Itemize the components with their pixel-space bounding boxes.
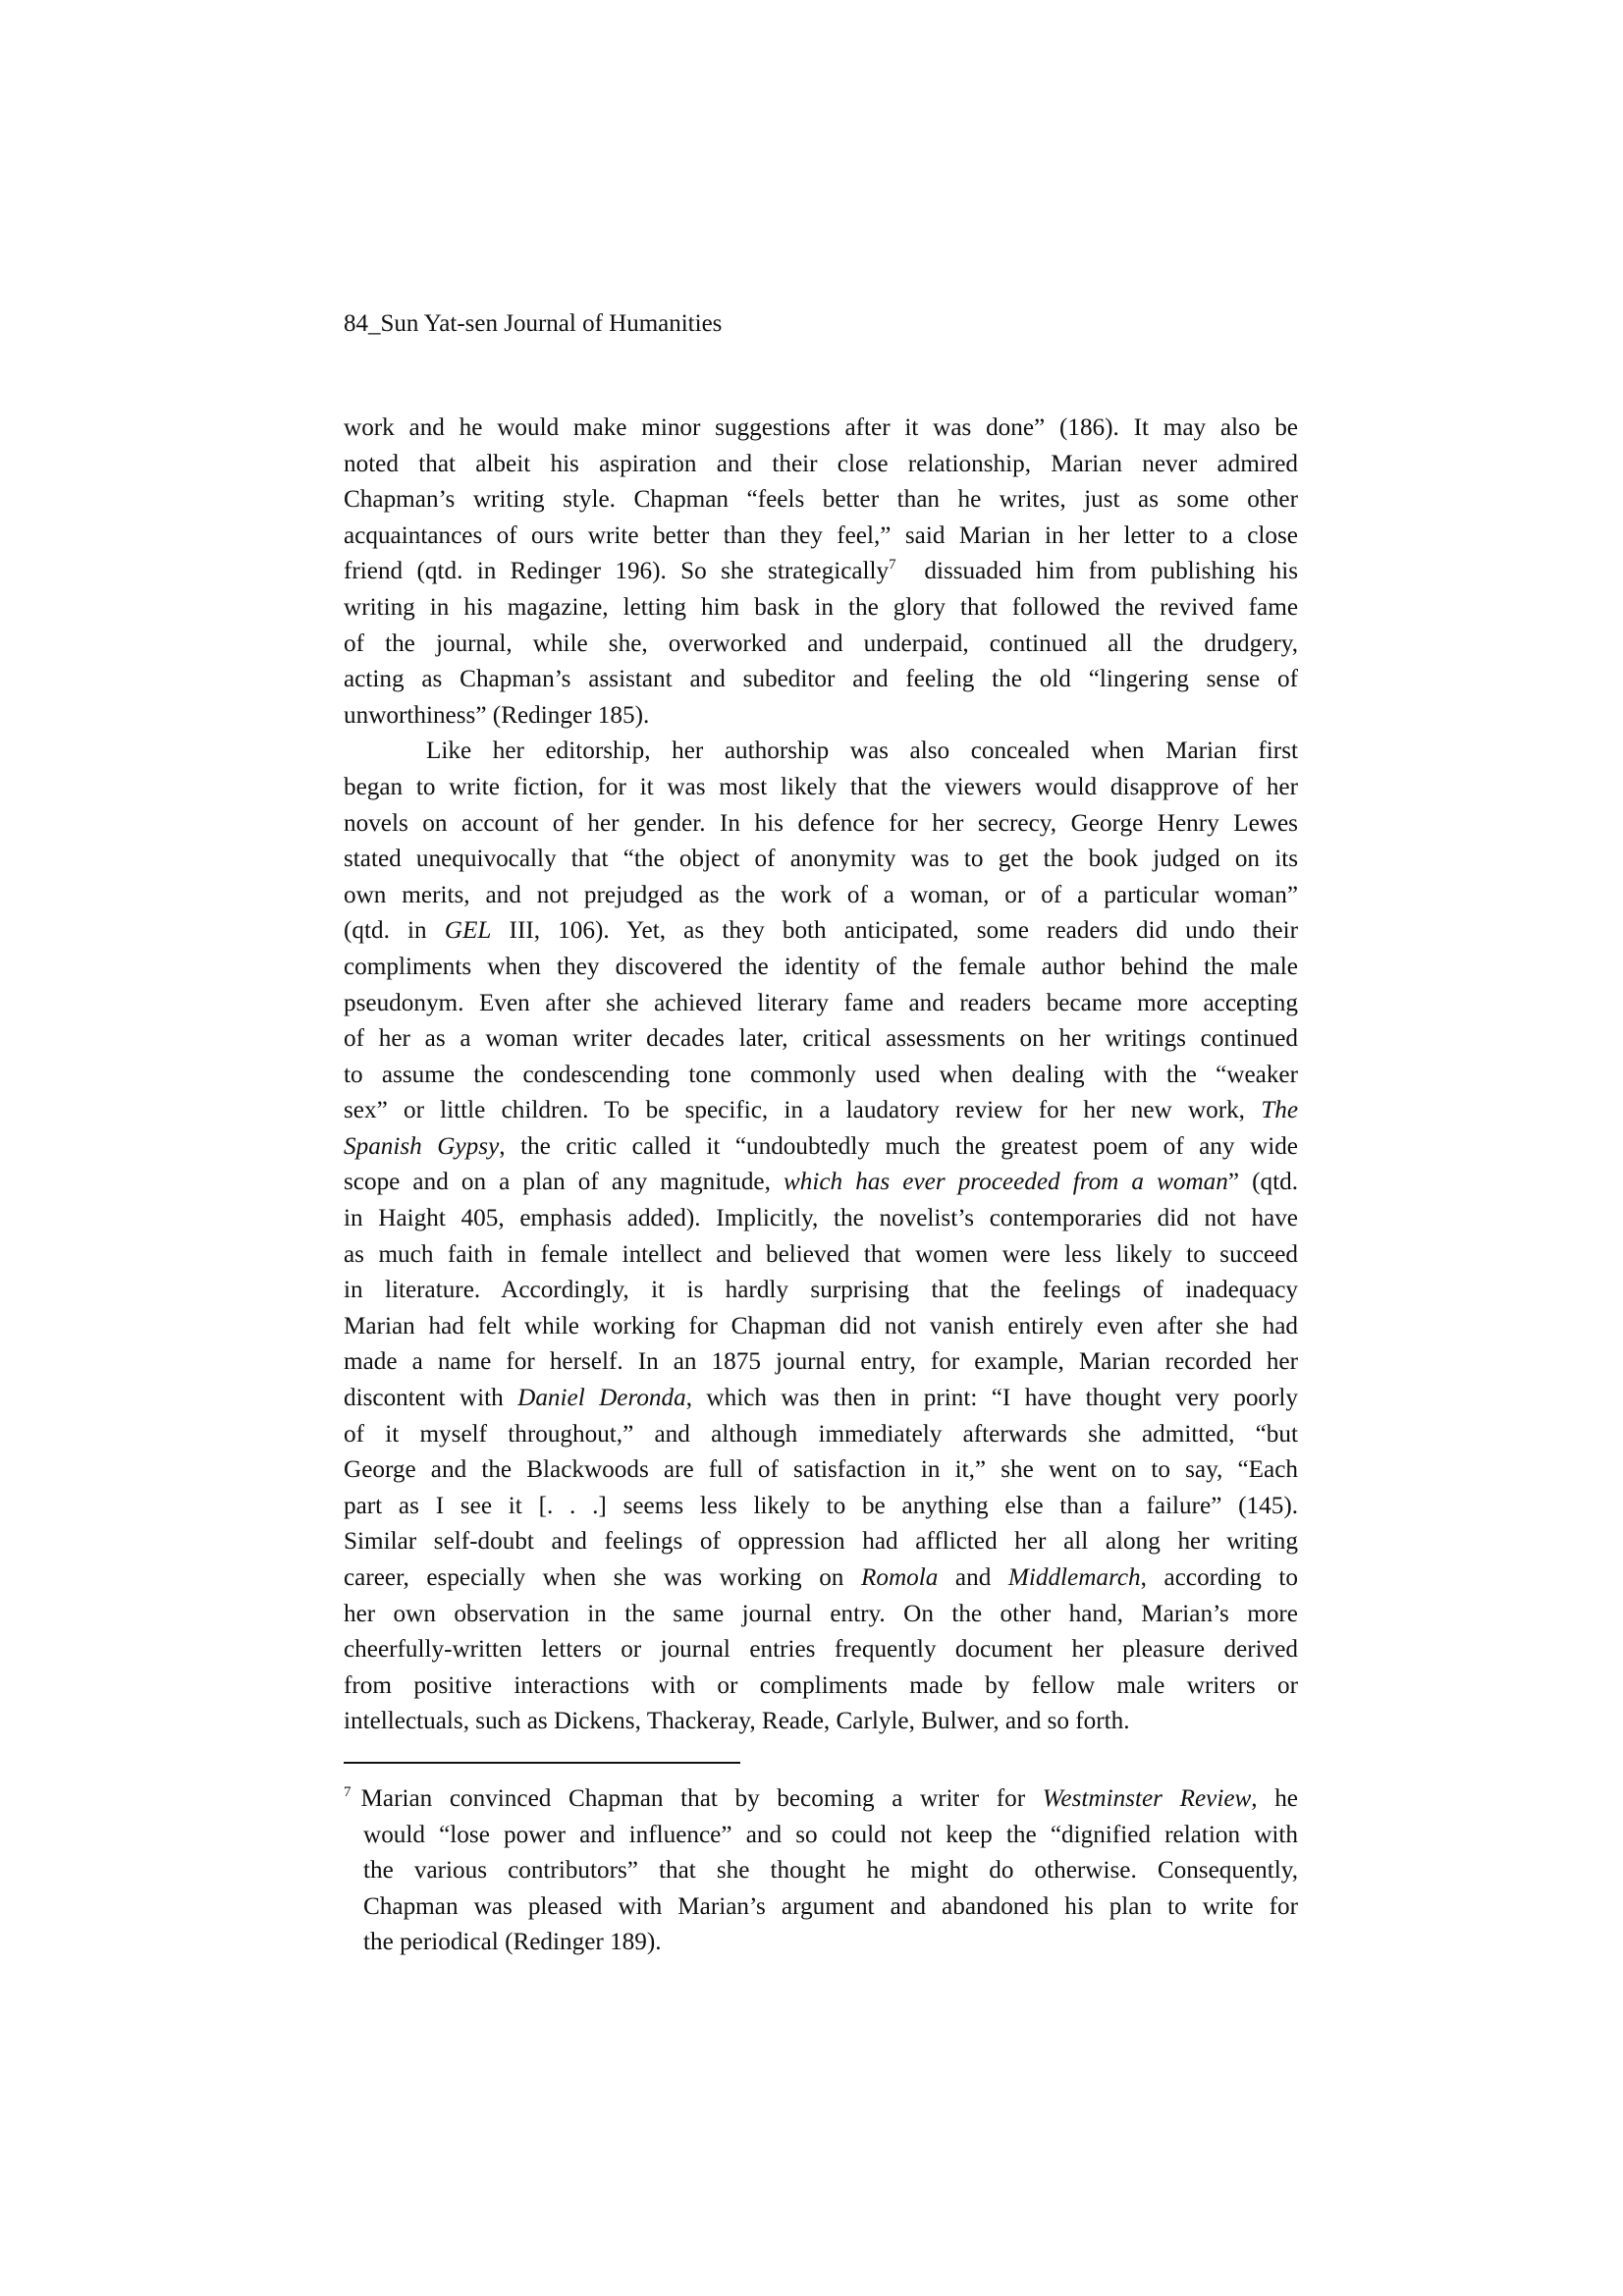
- body-line: [344, 1165, 1298, 1201]
- body-line: [344, 1417, 1298, 1453]
- body-line: [344, 1273, 1298, 1309]
- footnote-line: [344, 1925, 1298, 1961]
- text-segment: , the critic called it “undoubtedly much the greatest poem of any wide: [499, 1132, 1298, 1160]
- text-segment: began to write fiction, for it was most likely that the viewers would disapprove of her: [344, 773, 1298, 800]
- body-line: [344, 627, 1298, 663]
- body-line: [344, 590, 1298, 627]
- text-segment: unworthiness” (Redinger 185).: [344, 701, 650, 729]
- italic-text: Spanish Gypsy: [344, 1132, 500, 1160]
- text-segment: intellectuals, such as Dickens, Thackeray, Reade, Carlyle, Bulwer, and so forth.: [344, 1708, 1130, 1735]
- footnote-divider: [344, 1762, 740, 1764]
- footnote-line: [344, 1889, 1298, 1926]
- text-segment: to assume the condescending tone commonly used when dealing with the “weaker: [344, 1061, 1298, 1088]
- text-segment: from positive interactions with or compliments made by fellow male writers or: [344, 1671, 1298, 1699]
- text-segment: of it myself throughout,” and although immediately afterwards she admitted, “but: [344, 1420, 1298, 1448]
- text-segment: discontent with: [344, 1385, 518, 1412]
- text-segment: noted that albeit his aspiration and their close relationship, Marian never admired: [344, 450, 1298, 477]
- body-line: [344, 698, 1298, 735]
- body-line: [344, 1632, 1298, 1668]
- italic-text: Romola: [860, 1564, 939, 1591]
- text-segment: dissuaded him from publishing his: [895, 558, 1298, 585]
- body-line: [344, 1309, 1298, 1345]
- text-segment: pseudonym. Even after she achieved literary fame and readers became more accepting: [344, 989, 1298, 1016]
- body-line: [344, 1560, 1298, 1597]
- body-line: [344, 734, 1298, 770]
- text-segment: acquaintances of ours write better than they feel,” said Marian in her letter to a close: [344, 521, 1298, 549]
- body-line: [344, 986, 1298, 1022]
- body-line: [344, 1129, 1298, 1166]
- body-line: [344, 410, 1298, 447]
- body-line: [344, 1058, 1298, 1094]
- text-segment: Marian had felt while working for Chapman did not vanish entirely even after she had: [344, 1312, 1298, 1339]
- text-segment: in Haight 405, emphasis added). Implicitly, the novelist’s contemporaries did not have: [344, 1205, 1298, 1232]
- footnote-reference: 7: [889, 557, 896, 574]
- body-line: [344, 842, 1298, 878]
- body-line: [344, 1524, 1298, 1560]
- body-line: [344, 913, 1298, 950]
- footnote-marker: 7: [344, 1784, 352, 1800]
- text-segment: Chapman was pleased with Marian’s argument and abandoned his plan to write for: [363, 1892, 1298, 1920]
- footnote-line: [344, 1781, 1298, 1818]
- italic-text: GEL: [444, 917, 492, 945]
- footnote: [344, 1781, 1298, 1961]
- text-segment: , he: [1251, 1785, 1298, 1812]
- text-segment: Chapman’s writing style. Chapman “feels better than he writes, just as some other: [344, 486, 1298, 514]
- body-line: [344, 1344, 1298, 1381]
- italic-text: which has ever proceeded from a woman: [783, 1169, 1228, 1196]
- text-segment: made a name for herself. In an 1875 journal entry, for example, Marian recorded her: [344, 1348, 1298, 1376]
- body-line: [344, 770, 1298, 806]
- body-line: [344, 662, 1298, 698]
- body-line: [344, 950, 1298, 986]
- text-segment: acting as Chapman’s assistant and subeditor and feeling the old “lingering sense of: [344, 666, 1298, 693]
- body-line: [344, 1093, 1298, 1129]
- italic-text: Daniel Deronda: [517, 1385, 686, 1412]
- text-segment: (qtd. in: [344, 917, 445, 945]
- text-segment: would “lose power and influence” and so could not keep the “dignified relation with: [363, 1821, 1298, 1848]
- text-segment: novels on account of her gender. In his defence for her secrecy, George Henry Lewes: [344, 809, 1298, 837]
- body-line: [344, 1704, 1298, 1740]
- body-line: [344, 554, 1298, 590]
- text-segment: scope and on a plan of any magnitude,: [344, 1169, 784, 1196]
- footnote-line: [344, 1818, 1298, 1854]
- text-segment: , which was then in print: “I have thought very poorly: [685, 1385, 1298, 1412]
- body-line: [344, 447, 1298, 483]
- body-text: [344, 410, 1298, 1740]
- text-segment: in literature. Accordingly, it is hardly surprising that the feelings of inadequacy: [344, 1277, 1298, 1304]
- text-segment: her own observation in the same journal entry. On the other hand, Marian’s more: [344, 1600, 1298, 1627]
- text-segment: career, especially when she was working on: [344, 1564, 861, 1591]
- italic-text: The: [1261, 1097, 1298, 1124]
- text-segment: Marian convinced Chapman that by becoming a writer for: [360, 1785, 1043, 1812]
- body-line: [344, 1021, 1298, 1058]
- text-segment: part as I see it [. . .] seems less likely to be anything else than a failure” (145).: [344, 1492, 1298, 1519]
- text-segment: the various contributors” that she thought he might do otherwise. Consequently,: [363, 1857, 1298, 1885]
- body-line: [344, 878, 1298, 914]
- text-segment: ” (qtd.: [1227, 1169, 1298, 1196]
- text-segment: own merits, and not prejudged as the work of a woman, or of a particular woman”: [344, 881, 1298, 908]
- body-line: [344, 1597, 1298, 1633]
- text-segment: compliments when they discovered the identity of the female author behind the male: [344, 953, 1298, 980]
- italic-text: Westminster Review: [1042, 1785, 1252, 1812]
- text-segment: work and he would make minor suggestions after it was done” (186). It may also be: [344, 414, 1298, 441]
- running-head: 84_Sun Yat-sen Journal of Humanities: [344, 310, 723, 337]
- body-line: [344, 1381, 1298, 1417]
- body-line: [344, 806, 1298, 843]
- text-segment: cheerfully-written letters or journal entries frequently document her pleasure derived: [344, 1636, 1298, 1664]
- text-segment: friend (qtd. in Redinger 196). So she strategically: [344, 558, 890, 585]
- text-segment: George and the Blackwoods are full of satisfaction in it,” she went on to say, “Each: [344, 1456, 1298, 1484]
- body-line: [344, 1668, 1298, 1705]
- body-line: [344, 1489, 1298, 1525]
- footnote-line: [344, 1853, 1298, 1889]
- body-line: [344, 1201, 1298, 1237]
- text-segment: the periodical (Redinger 189).: [363, 1929, 662, 1956]
- text-segment: writing in his magazine, letting him bask in the glory that followed the revived fame: [344, 593, 1298, 621]
- body-line: [344, 1452, 1298, 1489]
- text-segment: of the journal, while she, overworked and underpaid, continued all the drudgery,: [344, 629, 1298, 657]
- body-line: [344, 1237, 1298, 1274]
- text-segment: of her as a woman writer decades later, critical assessments on her writings continued: [344, 1025, 1298, 1053]
- text-segment: , according to: [1140, 1564, 1298, 1591]
- text-segment: as much faith in female intellect and believed that women were less likely to succeed: [344, 1240, 1298, 1268]
- text-segment: Similar self-doubt and feelings of oppression had afflicted her all along her writing: [344, 1528, 1298, 1556]
- text-segment: sex” or little children. To be specific, in a laudatory review for her new work,: [344, 1097, 1262, 1124]
- text-segment: and: [938, 1564, 1008, 1591]
- text-segment: Like her editorship, her authorship was also concealed when Marian first: [426, 738, 1298, 765]
- body-line: [344, 482, 1298, 519]
- body-line: [344, 519, 1298, 555]
- italic-text: Middlemarch: [1007, 1564, 1141, 1591]
- text-segment: stated unequivocally that “the object of anonymity was to get the book judged on its: [344, 846, 1298, 873]
- text-segment: III, 106). Yet, as they both anticipated, some readers did undo their: [491, 917, 1298, 945]
